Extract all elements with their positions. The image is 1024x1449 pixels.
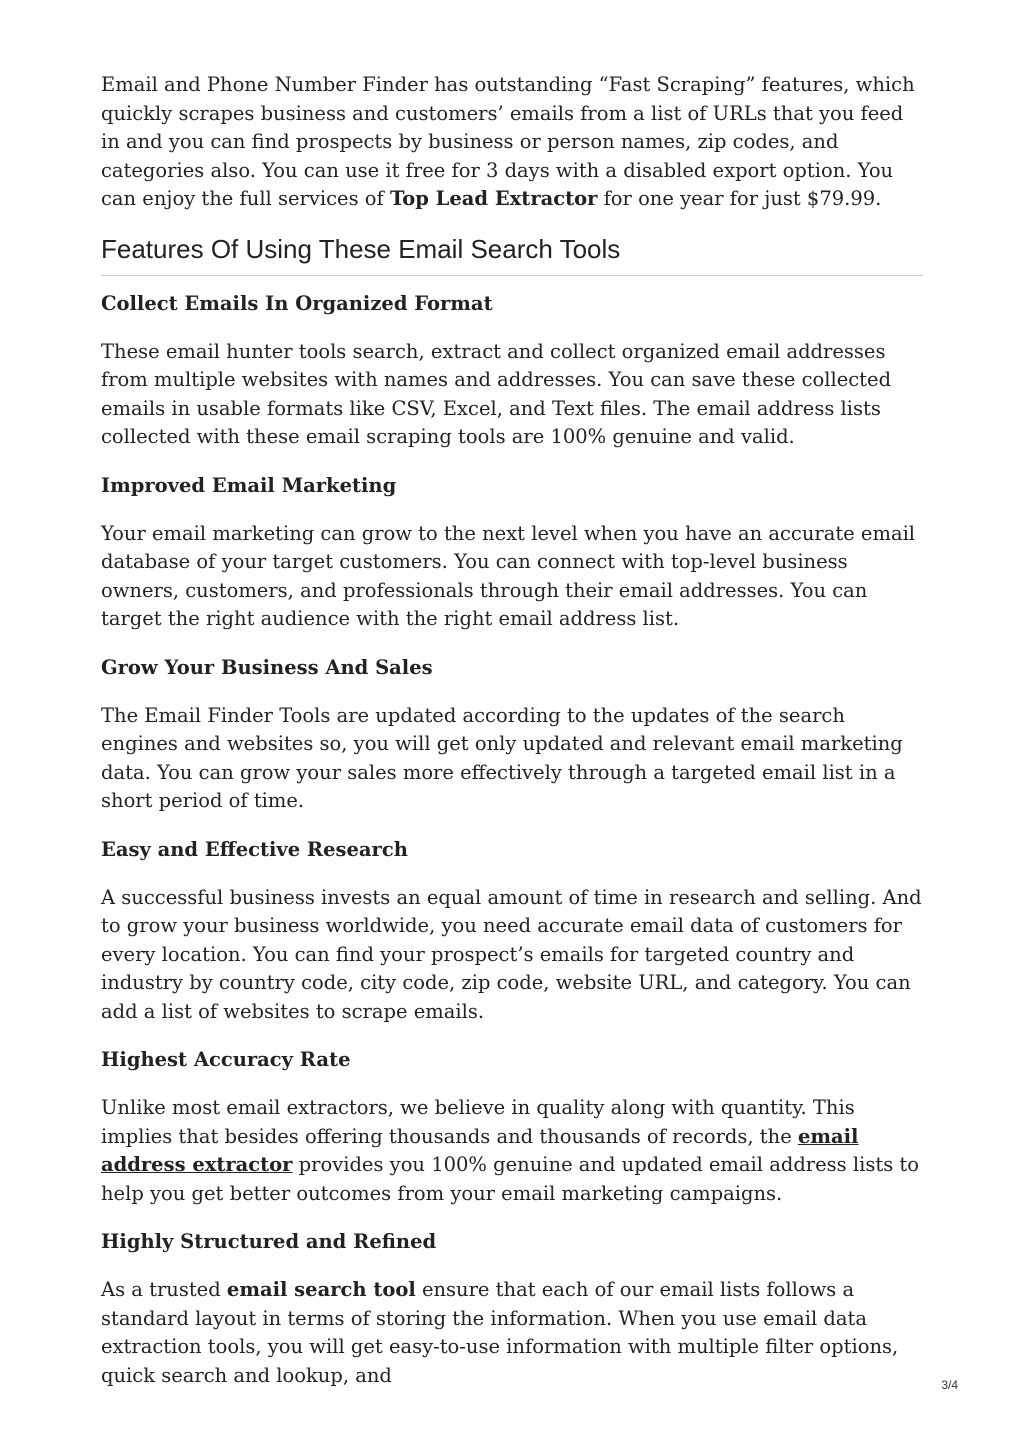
feature-title: Easy and Effective Research	[101, 837, 408, 861]
page-number: 3/4	[941, 1378, 958, 1392]
feature-body-after: provides you 100% genuine and updated email address lists to help you get better outcomes from your email marketing campaigns.	[101, 1153, 919, 1205]
feature-body-before: Unlike most email extractors, we believe in quality along with quantity. This implies that besides offering thousands and thousands of records, the	[101, 1096, 855, 1148]
feature-body-before: As a trusted	[101, 1278, 227, 1301]
email-address-extractor-link[interactable]: email address extractor	[101, 1124, 859, 1176]
feature-body-after: ensure that each of our email lists follows a standard layout in terms of storing the information. When you use email data extraction tools, you will get easy-to-use information with multiple filter options, quick search and lookup, and	[101, 1278, 899, 1387]
intro-after-text: for one year for just $79.99.	[597, 187, 882, 210]
intro-text: Email and Phone Number Finder has outstanding “Fast Scraping” features, which quickly scrapes business and customers’ emails from a list of URLs that you feed in and you can find prospects by business or person names, zip codes, and categories also. You can use it free for 3 days with a disabled export option. You can enjoy the full services of	[101, 73, 915, 210]
intro-paragraph	[101, 71, 923, 214]
feature-body	[101, 1276, 923, 1390]
feature-title: Highly Structured and Refined	[101, 1230, 437, 1253]
feature-title: Highest Accuracy Rate	[101, 1048, 351, 1071]
feature-body: These email hunter tools search, extract and collect organized email addresses from multiple websites with names and addresses. You can save these collected emails in usable formats like CSV, Excel, and Text files. The email address lists collected with these email scraping tools are 100% genuine and valid.	[101, 339, 892, 448]
feature-body	[101, 1094, 923, 1208]
email-search-tool-bold: email search tool	[226, 1278, 416, 1301]
intro-bold-product: Top Lead Extractor	[389, 187, 598, 210]
feature-body: The Email Finder Tools are updated according to the updates of the search engines and websites so, you will get only updated and relevant email marketing data. You can grow your sales more effectively through a targeted email list in a short period of time.	[101, 703, 903, 812]
article-content	[101, 71, 923, 1410]
feature-title: Collect Emails In Organized Format	[101, 291, 493, 315]
feature-body: A successful business invests an equal amount of time in research and selling. And to grow your business worldwide, you need accurate email data of customers for every location. You can find your prospect’s emails for targeted country and industry by country code, city code, zip code, website URL, and category. You can add a list of websites to scrape emails.	[101, 885, 922, 1023]
feature-title: Grow Your Business And Sales	[101, 655, 433, 679]
feature-body: Your email marketing can grow to the next level when you have an accurate email database of your target customers. You can connect with top-level business owners, customers, and professionals through their email addresses. You can target the right audience with the right email address list.	[101, 521, 916, 630]
feature-title: Improved Email Marketing	[101, 473, 397, 497]
section-heading: Features Of Using These Email Search Tools	[101, 234, 923, 276]
